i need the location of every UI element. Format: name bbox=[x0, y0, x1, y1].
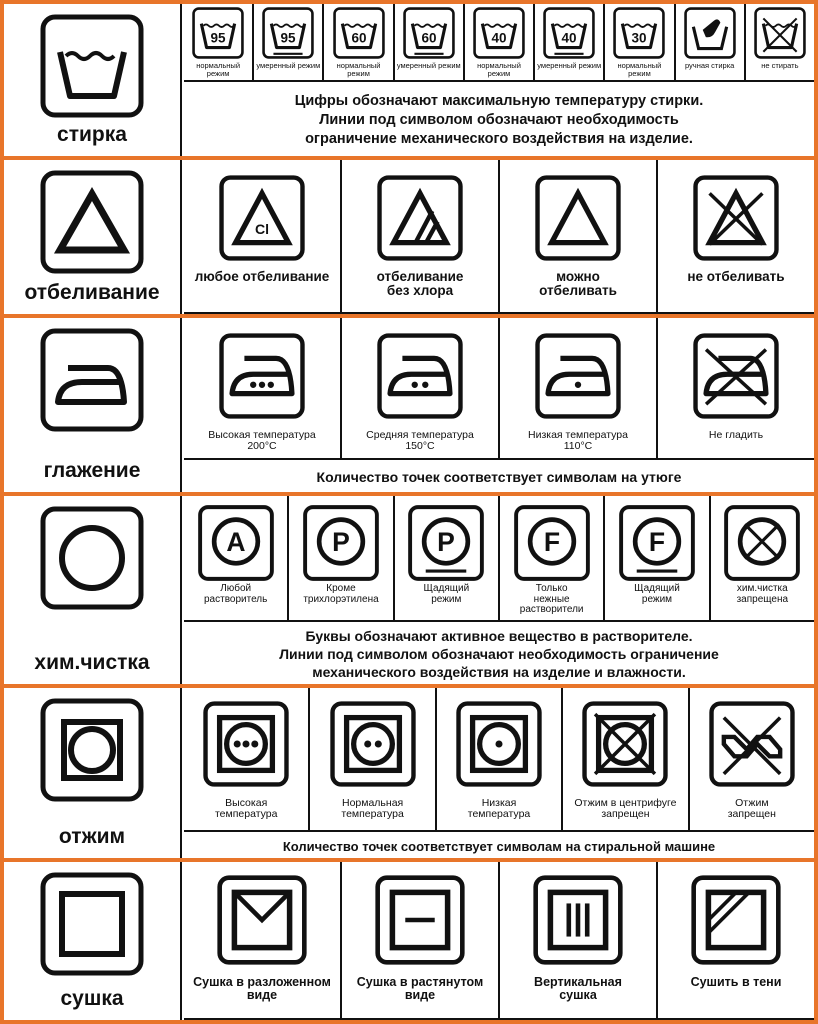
symbol-cell bbox=[342, 318, 500, 460]
symbol-cell bbox=[437, 688, 563, 832]
symbol-label: Сушка в разложенном виде bbox=[193, 975, 331, 1003]
wash-40-gentle-icon bbox=[543, 7, 595, 59]
symbol-label: нормальный режим bbox=[477, 61, 521, 78]
wash-60-gentle-icon bbox=[403, 7, 455, 59]
do-not-bleach-icon bbox=[692, 174, 780, 262]
dryclean-note: Буквы обозначают активное вещество в растворителе. Линии под символом обозначают необходимость ограничение механического воздействия на изделие и влажности. bbox=[279, 628, 719, 680]
category-wash bbox=[4, 4, 182, 156]
symbol-label: Не гладить bbox=[708, 429, 764, 441]
symbol-label: можно отбеливать bbox=[539, 269, 617, 299]
do-not-wring-icon bbox=[708, 700, 796, 788]
symbol-cell bbox=[658, 318, 814, 460]
category-bleach bbox=[4, 160, 182, 314]
category-spin bbox=[4, 688, 182, 858]
symbol-cell bbox=[395, 4, 465, 82]
spin-note: Количество точек соответствует символам на стиральной машине bbox=[282, 838, 716, 854]
svg-text:40: 40 bbox=[491, 30, 507, 46]
iron-note: Количество точек соответствует символам на утюге bbox=[316, 469, 682, 485]
bleach-non-chlorine-icon bbox=[376, 174, 464, 262]
symbol-cell bbox=[342, 160, 500, 314]
symbol-label: Сушить в тени bbox=[690, 975, 782, 989]
square-icon bbox=[38, 870, 146, 978]
tumble-high-icon bbox=[202, 700, 290, 788]
symbol-label: Отжим в центрифуге запрещен bbox=[574, 797, 677, 821]
dry-flat-icon bbox=[216, 874, 308, 966]
symbol-cell bbox=[184, 318, 342, 460]
bleach-chlorine-icon bbox=[218, 174, 306, 262]
symbol-cell bbox=[184, 4, 254, 82]
category-iron bbox=[4, 318, 182, 492]
tumble-low-icon bbox=[455, 700, 543, 788]
do-not-wash-icon bbox=[754, 7, 806, 59]
symbol-label: ручная стирка bbox=[684, 61, 735, 70]
svg-text:A: A bbox=[226, 526, 246, 557]
symbol-cell bbox=[676, 4, 746, 82]
symbol-label: Низкая температура 110°C bbox=[528, 429, 628, 453]
do-not-iron-icon bbox=[692, 332, 780, 420]
drip-dry-icon bbox=[532, 874, 624, 966]
symbol-cell bbox=[310, 688, 436, 832]
category-dryclean bbox=[4, 496, 182, 684]
symbol-label: не отбеливать bbox=[687, 269, 785, 284]
symbol-label: Отжим запрещен bbox=[727, 797, 776, 821]
symbol-cell bbox=[500, 862, 658, 1020]
svg-text:Cl: Cl bbox=[254, 220, 270, 237]
symbol-cell bbox=[342, 862, 500, 1020]
symbol-label: отбеливание без хлора bbox=[376, 269, 464, 299]
symbol-label: не стирать bbox=[761, 61, 799, 70]
dry-in-shade-icon bbox=[690, 874, 782, 966]
symbol-label: Только нежные растворители bbox=[519, 583, 584, 615]
svg-text:30: 30 bbox=[631, 30, 647, 46]
symbol-cell bbox=[605, 496, 710, 622]
row-wash bbox=[4, 4, 814, 156]
dryclean-a-icon bbox=[197, 504, 275, 582]
wash-40-icon bbox=[473, 7, 525, 59]
svg-text:F: F bbox=[543, 526, 560, 557]
do-not-tumble-dry-icon bbox=[581, 700, 669, 788]
symbol-cell bbox=[324, 4, 394, 82]
tumble-normal-icon bbox=[329, 700, 417, 788]
hand-wash-icon bbox=[684, 7, 736, 59]
symbol-label: Кроме трихлорэтилена bbox=[303, 583, 379, 605]
svg-text:P: P bbox=[332, 526, 350, 557]
category-label: отбеливание bbox=[24, 281, 160, 304]
iron-low-icon bbox=[534, 332, 622, 420]
symbol-label: умеренный режим bbox=[396, 61, 461, 70]
symbol-cell bbox=[500, 496, 605, 622]
symbol-cell bbox=[184, 160, 342, 314]
symbol-label: Низкая температура bbox=[467, 797, 531, 821]
row-dry bbox=[4, 862, 814, 1020]
symbol-cell bbox=[658, 160, 814, 314]
symbol-cell bbox=[535, 4, 605, 82]
washtub-icon bbox=[38, 12, 146, 120]
wash-30-icon bbox=[613, 7, 665, 59]
symbol-label: любое отбеливание bbox=[194, 269, 330, 284]
circle-icon bbox=[38, 504, 146, 612]
wash-60-icon bbox=[333, 7, 385, 59]
category-label: сушка bbox=[60, 987, 124, 1010]
do-not-dryclean-icon bbox=[723, 504, 801, 582]
category-dry bbox=[4, 862, 182, 1020]
symbol-cell bbox=[500, 160, 658, 314]
symbol-label: Сушка в растянутом виде bbox=[356, 975, 484, 1003]
svg-text:40: 40 bbox=[561, 30, 577, 46]
symbol-label: Щадящий режим bbox=[423, 583, 470, 605]
dryclean-p-gentle-icon bbox=[407, 504, 485, 582]
dryclean-f-gentle-icon bbox=[618, 504, 696, 582]
wash-95-gentle-icon bbox=[262, 7, 314, 59]
row-spin bbox=[4, 688, 814, 858]
category-label: стирка bbox=[57, 123, 127, 146]
bleach-allowed-icon bbox=[534, 174, 622, 262]
symbol-label: Высокая температура bbox=[214, 797, 278, 821]
symbol-cell bbox=[184, 688, 310, 832]
symbol-label: Высокая температура 200°C bbox=[208, 429, 316, 453]
symbol-label: умеренный режим bbox=[537, 61, 602, 70]
svg-text:F: F bbox=[648, 526, 666, 557]
symbol-label: Любой растворитель bbox=[203, 583, 268, 605]
svg-text:60: 60 bbox=[351, 30, 367, 46]
symbol-label: нормальный режим bbox=[196, 61, 241, 78]
wash-95-icon bbox=[192, 7, 244, 59]
svg-text:60: 60 bbox=[421, 30, 437, 46]
dryclean-f-icon bbox=[513, 504, 591, 582]
symbol-cell bbox=[395, 496, 500, 622]
dryclean-p-icon bbox=[302, 504, 380, 582]
wash-note: Цифры обозначают максимальную температуру стирки. Линии под символом обозначают необходимость ограничение механического воздействия на изделие. bbox=[294, 92, 704, 147]
category-label: хим.чистка bbox=[34, 651, 150, 674]
iron-high-icon bbox=[218, 332, 306, 420]
row-dryclean bbox=[4, 496, 814, 684]
symbol-label: нормальный режим bbox=[617, 61, 662, 78]
row-bleach bbox=[4, 160, 814, 314]
symbol-label: Щадящий режим bbox=[634, 583, 680, 605]
symbol-cell bbox=[711, 496, 814, 622]
symbol-cell bbox=[563, 688, 689, 832]
symbol-cell bbox=[500, 318, 658, 460]
svg-text:P: P bbox=[437, 526, 456, 557]
symbol-label: нормальный режим bbox=[336, 61, 381, 78]
symbol-cell bbox=[465, 4, 535, 82]
symbol-label: Нормальная температура bbox=[341, 797, 404, 821]
symbol-cell bbox=[658, 862, 814, 1020]
symbol-label: Вертикальная сушка bbox=[534, 975, 622, 1003]
tumble-dry-icon bbox=[38, 696, 146, 804]
symbol-label: Средняя температура 150°C bbox=[366, 429, 474, 453]
triangle-icon bbox=[38, 168, 146, 276]
svg-text:95: 95 bbox=[280, 30, 296, 46]
symbol-cell bbox=[605, 4, 675, 82]
iron-icon bbox=[38, 326, 146, 434]
symbol-label: умеренный режим bbox=[256, 61, 321, 70]
row-iron bbox=[4, 318, 814, 492]
category-label: отжим bbox=[58, 825, 126, 848]
svg-text:95: 95 bbox=[210, 30, 226, 46]
iron-medium-icon bbox=[376, 332, 464, 420]
symbol-cell bbox=[746, 4, 814, 82]
symbol-cell bbox=[289, 496, 394, 622]
symbol-cell bbox=[184, 496, 289, 622]
category-label: глажение bbox=[43, 459, 141, 482]
dry-stretched-icon bbox=[374, 874, 466, 966]
symbol-label: хим.чистка запрещена bbox=[736, 583, 789, 605]
symbol-cell bbox=[184, 862, 342, 1020]
symbol-cell bbox=[254, 4, 324, 82]
symbol-cell bbox=[690, 688, 814, 832]
